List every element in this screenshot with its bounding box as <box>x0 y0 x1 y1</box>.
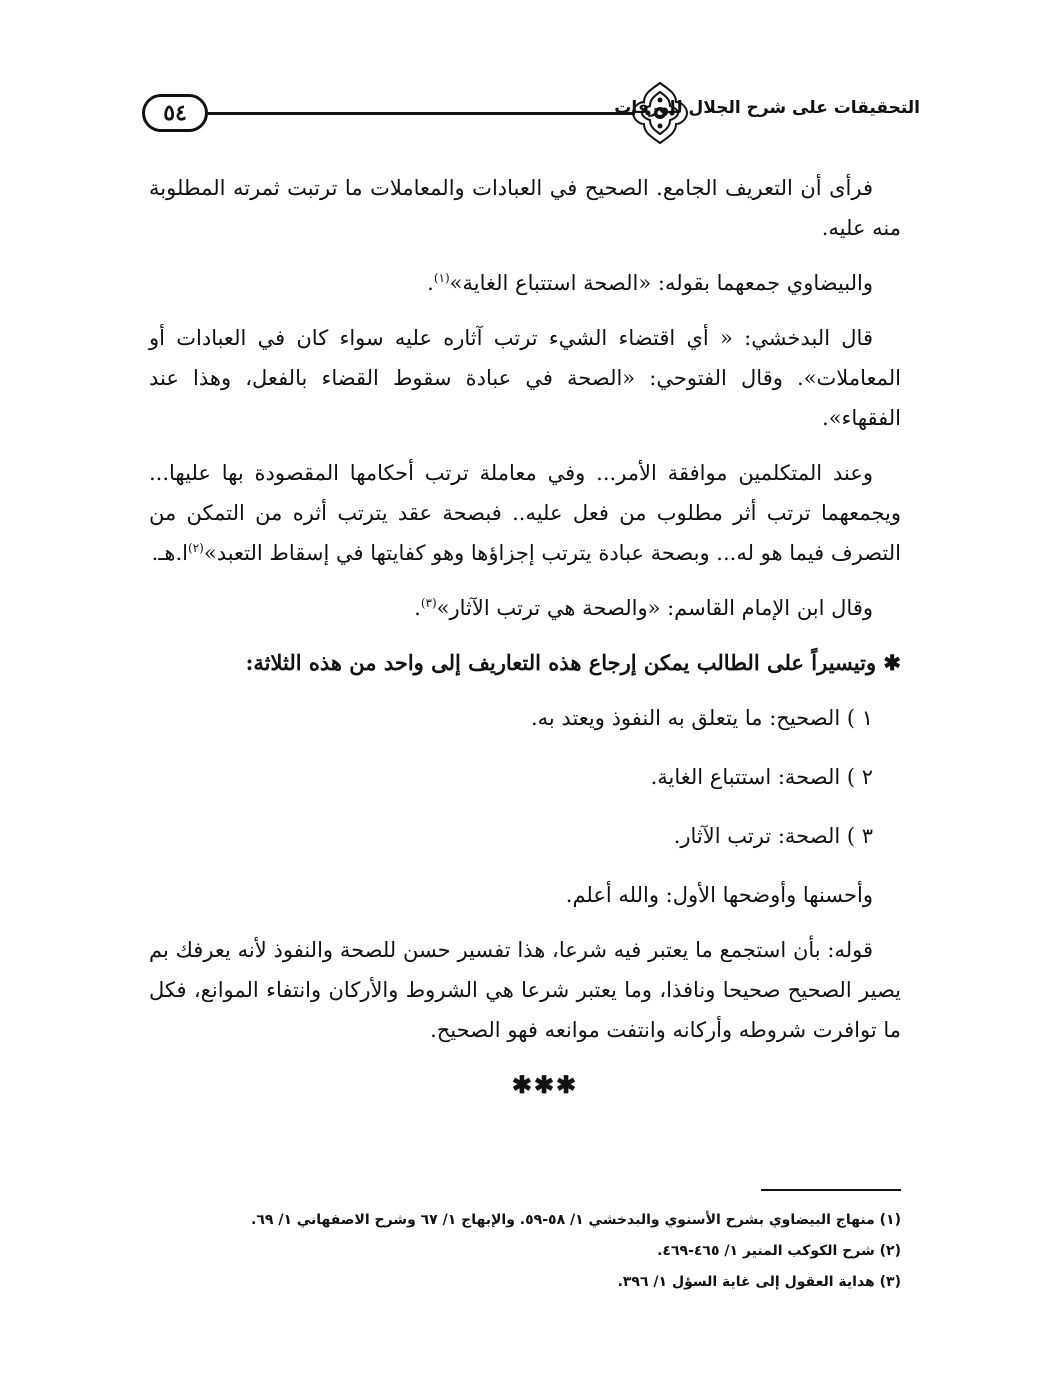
footnote-ref-1: (١) <box>433 271 450 285</box>
list-item-1: ١ ) الصحيح: ما يتعلق به النفوذ ويعتد به. <box>530 706 873 730</box>
section-separator: ✱✱✱ <box>511 1070 579 1099</box>
footnote-2: (٢) شرح الكوكب المنير ١/ ٤٦٥-٤٦٩. <box>657 1243 901 1259</box>
paragraph-7: وأحسنها وأوضحها الأول: والله أعلم. <box>565 883 873 907</box>
page-number: ٥٤ <box>142 94 208 132</box>
list-item-3: ٣ ) الصحة: ترتب الآثار. <box>673 824 873 848</box>
footnotes <box>149 1205 901 1298</box>
paragraph-2-end: . <box>427 271 434 295</box>
paragraph-5 <box>149 588 901 628</box>
page-header <box>150 78 920 148</box>
paragraph-5-text: وقال ابن الإمام القاسم: «والصحة هي ترتب الآثار» <box>436 596 873 620</box>
footnote-ref-2: (٢) <box>188 541 204 555</box>
paragraph-4-text: وعند المتكلمين موافقة الأمر... وفي معاملة ترتب أحكامها المقصودة بها عليها... ويجمعهما ترتب أثر مطلوب من فعل عليه.. فبصحة عقد يترتب أثره من التمكن من التصرف فيما هو له... وبصحة عبادة يترتب إجزاؤها وهو كفايتها في إسقاط التعبد» <box>149 461 901 565</box>
paragraph-3: قال البدخشي: « أي اقتضاء الشيء ترتب آثاره عليه سواء كان في العبادات أو المعاملات». وقال الفتوحي: «الصحة في عبادة سقوط القضاء بالفعل، وهذا عند الفقهاء». <box>149 326 901 430</box>
main-text <box>149 168 901 1105</box>
footnote-ref-3: (٣) <box>420 596 437 610</box>
paragraph-4-end: ا.هـ. <box>151 541 189 565</box>
paragraph-2-text: والبيضاوي جمعهما بقوله: «الصحة استتباع الغاية» <box>449 271 873 295</box>
paragraph-1: فرأى أن التعريف الجامع. الصحيح في العبادات والمعاملات ما ترتبت ثمرته المطلوبة منه عليه. <box>149 176 901 240</box>
header-rule <box>208 112 635 115</box>
paragraph-4 <box>149 453 901 573</box>
footnote-rule <box>761 1189 901 1191</box>
paragraph-2 <box>149 263 901 303</box>
list-item-2: ٢ ) الصحة: استتباع الغاية. <box>650 765 873 789</box>
footnote-1: (١) منهاج البيضاوي بشرح الأسنوي والبدخشي ١/ ٥٨-٥٩. والإبهاج ١/ ٦٧ وشرح الاصفهاني ١/ ٦٩. <box>251 1212 901 1228</box>
paragraph-5-end: . <box>414 596 421 620</box>
running-title: التحقيقات على شرح الجلال للورقات <box>614 98 920 118</box>
paragraph-8: قوله: بأن استجمع ما يعتبر فيه شرعا، هذا تفسير حسن للصحة والنفوذ لأنه يعرفك بم يصير الصحيح صحيحا ونافذا، وما يعتبر شرعا هي الشروط والأركان وانتفاء الموانع، فكل ما توافرت شروطه وأركانه وانتفت موانعه فهو الصحيح. <box>149 938 901 1042</box>
footnote-3: (٣) هداية العقول إلى غاية السؤل ١/ ٣٩٦. <box>617 1274 901 1290</box>
paragraph-6-heading: ✱ وتيسيراً على الطالب يمكن إرجاع هذه التعاريف إلى واحد من هذه الثلاثة: <box>245 650 901 675</box>
